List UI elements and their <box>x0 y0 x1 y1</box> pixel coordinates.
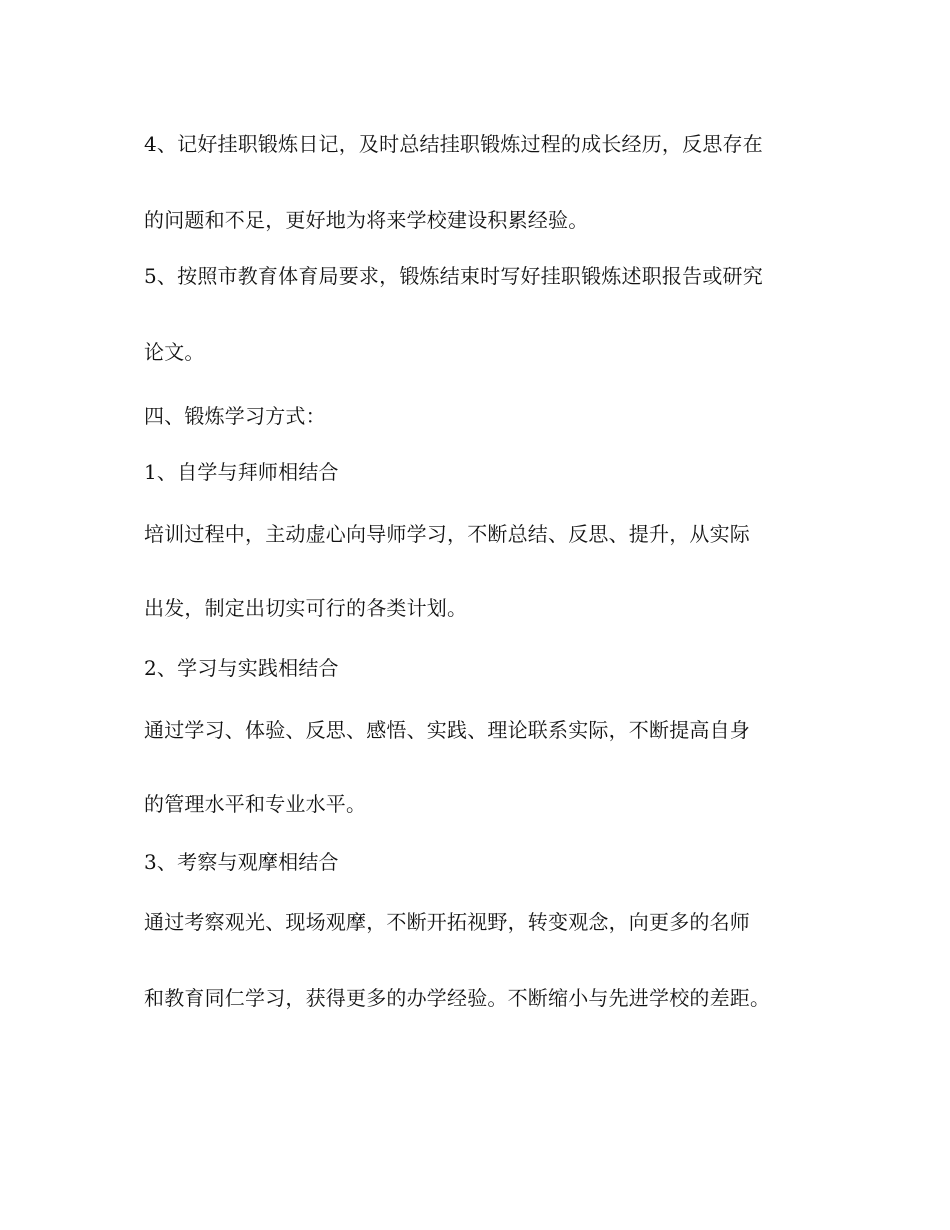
text-line: 5、按照市教育体育局要求，锻炼结束时写好挂职锻炼述职报告或研究 <box>144 264 763 288</box>
text-line: 论文。 <box>144 340 205 364</box>
text-line: 通过学习、体验、反思、感悟、实践、理论联系实际，不断提高自身 <box>144 718 750 742</box>
section-heading: 四、锻炼学习方式： <box>144 404 326 428</box>
text-line: 4、记好挂职锻炼日记，及时总结挂职锻炼过程的成长经历，反思存在 <box>144 132 763 156</box>
text-line: 通过考察观光、现场观摩，不断开拓视野，转变观念，向更多的名师 <box>144 910 750 934</box>
text-line: 和教育同仁学习，获得更多的办学经验。不断缩小与先进学校的差距。 <box>144 986 771 1010</box>
subsection-heading: 2、学习与实践相结合 <box>144 656 339 680</box>
subsection-heading: 3、考察与观摩相结合 <box>144 850 339 874</box>
text-line: 的问题和不足，更好地为将来学校建设积累经验。 <box>144 208 589 232</box>
subsection-heading: 1、自学与拜师相结合 <box>144 460 339 484</box>
text-line: 的管理水平和专业水平。 <box>144 792 367 816</box>
text-line: 出发，制定出切实可行的各类计划。 <box>144 596 468 620</box>
text-line: 培训过程中，主动虚心向导师学习，不断总结、反思、提升，从实际 <box>144 522 750 546</box>
